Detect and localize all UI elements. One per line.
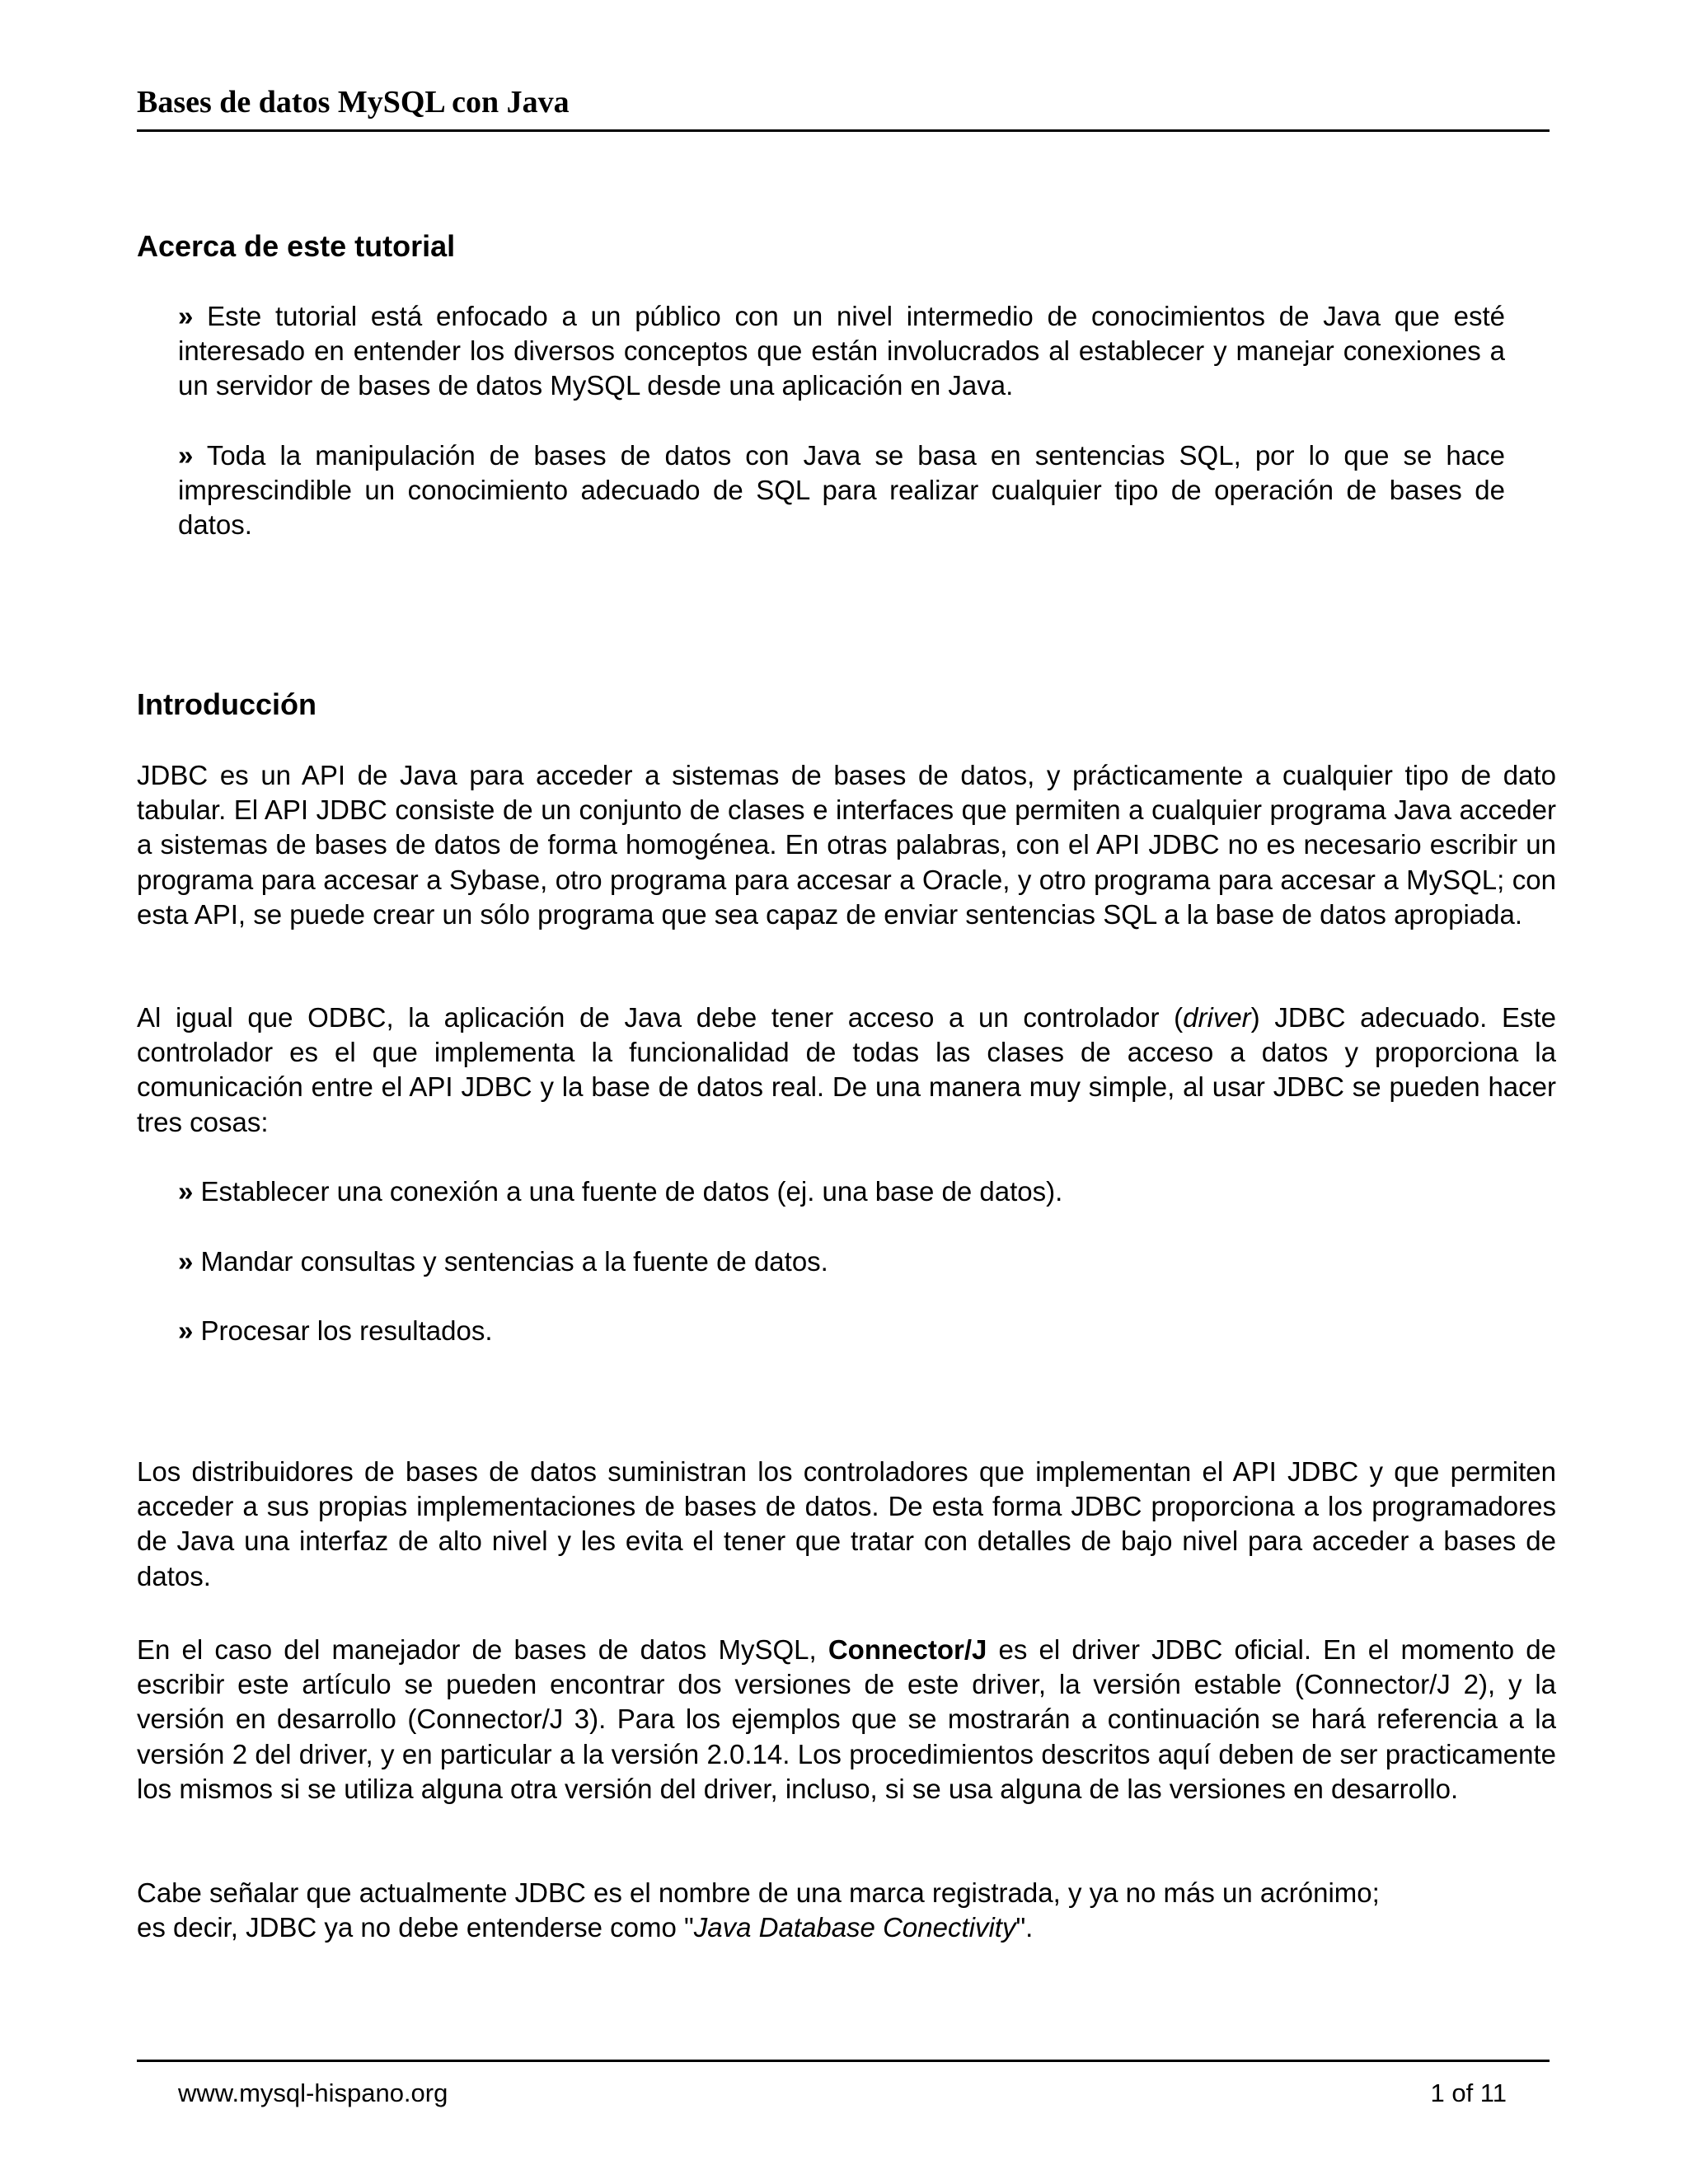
connector-j-term: Connector/J (828, 1634, 987, 1665)
list-item: » Mandar consultas y sentencias a la fuente de datos. (178, 1246, 828, 1277)
header-rule (137, 129, 1550, 132)
bullet-marker: » (178, 301, 194, 331)
jdbc-expansion-term: Java Database Conectivity (693, 1912, 1016, 1943)
about-paragraph-2 (178, 438, 1505, 543)
section-heading-intro: Introducción (137, 687, 316, 721)
bullet-marker: » (178, 1315, 194, 1346)
about-paragraph-1-text: Este tutorial está enfocado a un público con un nivel intermedio de conocimientos de Java que esté interesado en entender los diversos conceptos que están involucrados al establecer y manejar conexiones a un servidor de bases de datos MySQL desde una aplicación en Java. (178, 301, 1506, 401)
intro-paragraph-3: Los distribuidores de bases de datos suministran los controladores que implementan el API JDBC y que permiten acceder a sus propias implementaciones de bases de datos. De esta forma JDBC proporciona a los programadores de Java una interfaz de alto nivel y les evita el tener que tratar con detalles de bajo nivel para acceder a bases de datos. (137, 1456, 1556, 1591)
intro-paragraph-5: Cabe señalar que actualmente JDBC es el nombre de una marca registrada, y ya no más un acrónimo; es decir, JDBC ya no debe entenderse como "Java Database Conectivity". (137, 1877, 1380, 1943)
footer-page-number: 1 of 11 (1430, 2079, 1507, 2107)
about-paragraph-1 (178, 299, 1505, 404)
intro-paragraph-4: En el caso del manejador de bases de datos MySQL, Connector/J es el driver JDBC oficial. En el momento de escribir este artículo se pueden encontrar dos versiones de este driver, la versión estable (Connector/J 2), y la versión en desarrollo (Connector/J 3). Para los ejemplos que se mostrarán a continuación se hará referencia a la versión 2 del driver, y en particular a la versión 2.0.14. Los procedimientos descritos aquí deben de ser practicamente los mismos si se utiliza alguna otra versión del driver, incluso, si se usa alguna de las versiones en desarrollo. (137, 1634, 1556, 1804)
intro-paragraph-2: Al igual que ODBC, la aplicación de Java debe tener acceso a un controlador (driver) JDBC adecuado. Este controlador es el que implementa la funcionalidad de todas las clases de acceso a datos y proporciona la comunicación entre el API JDBC y la base de datos real. De una manera muy simple, al usar JDBC se pueden hacer tres cosas: (137, 1002, 1557, 1137)
intro-paragraph-1: JDBC es un API de Java para acceder a sistemas de bases de datos, y prácticamente a cualquier tipo de dato tabular. El API JDBC consiste de un conjunto de clases e interfaces que permiten a cualquier programa Java acceder a sistemas de bases de datos de forma homogénea. En otras palabras, con el API JDBC no es necesario escribir un programa para accesar a Sybase, otro programa para accesar a Oracle, y otro programa para accesar a MySQL; con esta API, se puede crear un sólo programa que sea capaz de enviar sentencias SQL a la base de datos apropiada. (137, 760, 1556, 930)
bullet-marker: » (178, 1176, 194, 1207)
bullet-marker: » (178, 1246, 194, 1277)
list-item: » Procesar los resultados. (178, 1315, 493, 1346)
document-header-title: Bases de datos MySQL con Java (137, 85, 570, 120)
footer-rule (137, 2060, 1550, 2062)
footer-url: www.mysql-hispano.org (178, 2079, 448, 2107)
bullet-marker: » (178, 440, 194, 471)
list-item: » Establecer una conexión a una fuente de datos (ej. una base de datos). (178, 1176, 1063, 1207)
about-paragraph-2-text: Toda la manipulación de bases de datos con Java se basa en sentencias SQL, por lo que se hace imprescindible un conocimiento adecuado de SQL para realizar cualquier tipo de operación de bases de datos. (178, 440, 1505, 541)
driver-term: driver (1183, 1002, 1251, 1033)
section-heading-about: Acerca de este tutorial (137, 229, 456, 263)
